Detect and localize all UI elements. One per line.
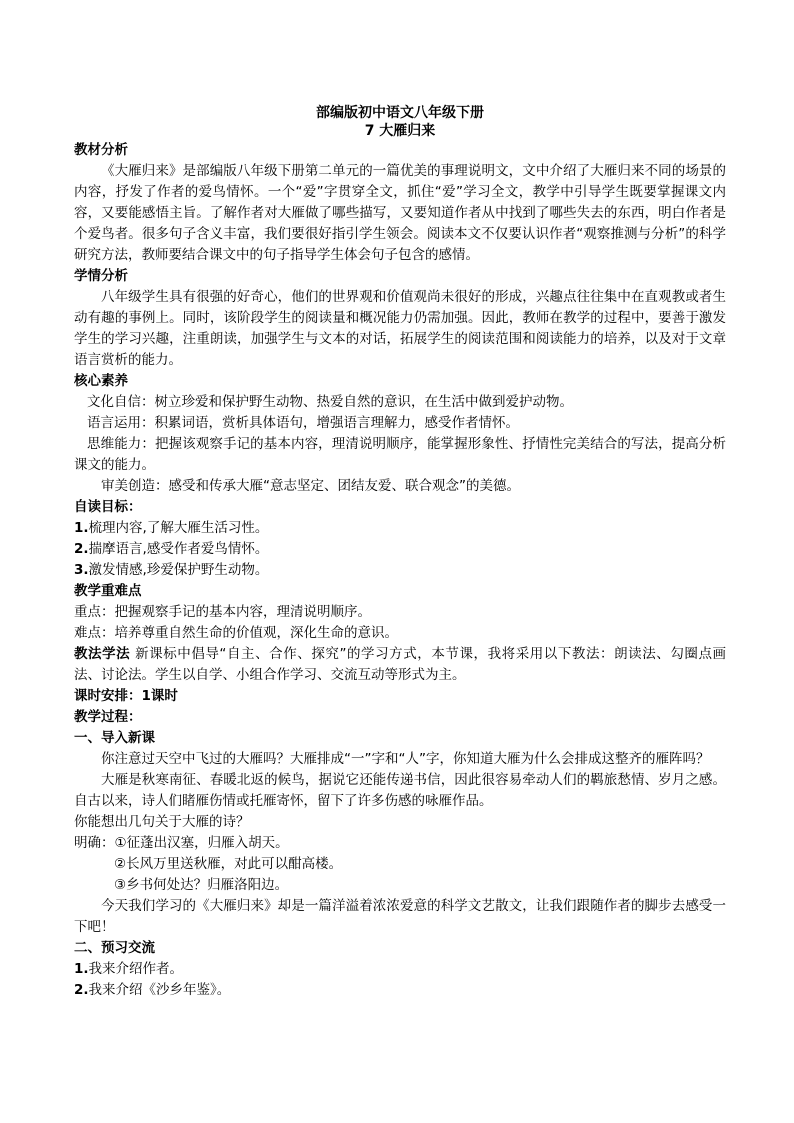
heading-textbook-analysis: 教材分析 <box>74 142 128 158</box>
key-point: 重点：把握观察手记的基本内容，理清说明顺序。 <box>74 604 371 620</box>
core-item: 文化自信：树立珍爱和保护野生动物、热爱自然的意识，在生活中做到爱护动物。 <box>87 394 573 410</box>
goal-item: 2.揣摩语言,感受作者爱鸟情怀。 <box>74 541 269 557</box>
document-body <box>74 104 726 1001</box>
core-item: 语言运用：积累词语，赏析具体语句，增强语言理解力，感受作者情怀。 <box>87 415 519 431</box>
para-textbook-analysis: 《大雁归来》是部编版八年级下册第二单元的一篇优美的事理说明文，文中介绍了大雁归来不同的场景的内容，抒发了作者的爱鸟情怀。一个“爱”字贯穿全文，抓住“爱”学习全文，教学中引导学生既要掌握课文内容，又要能感悟主旨。了解作者对大雁做了哪些描写，又要知道作者从中找到了哪些失去的东西，明白作者是个爱鸟者。很多句子含义丰富，我们要很好指引学生领会。阅读本文不仅要认识作者“观察推测与分析”的科学研究方法，教师要结合课文中的句子指导学生体会句子包含的感情。 <box>74 163 726 263</box>
key-point: 难点：培养尊重自然生命的价值观，深化生命的意识。 <box>74 625 398 641</box>
core-item: 思维能力：把握该观察手记的基本内容，理清说明顺序，能掌握形象性、抒情性完美结合的写法，提高分析课文的能力。 <box>74 436 726 473</box>
doc-title: 部编版初中语文八年级下册 <box>316 105 484 121</box>
heading-part1: 一、导入新课 <box>74 730 155 746</box>
core-item: 审美创造：感受和传承大雁“意志坚定、团结友爱、联合观念”的美德。 <box>101 478 520 494</box>
poem-line: 明确：①征蓬出汉塞，归雁入胡天。 <box>74 835 289 851</box>
goal-item: 1.梳理内容,了解大雁生活习性。 <box>74 520 269 536</box>
goal-item: 3.激发情感,珍爱保护野生动物。 <box>74 562 269 578</box>
heading-core-literacy: 核心素养 <box>74 373 128 389</box>
part1-para3: 今天我们学习的《大雁归来》却是一篇洋溢着浓浓爱意的科学文艺散文，让我们跟随作者的脚步去感受一下吧！ <box>74 898 726 935</box>
part1-para1: 你注意过天空中飞过的大雁吗？大雁排成“一”字和“人”字，你知道大雁为什么会排成这整齐的雁阵吗？ <box>101 751 710 767</box>
class-hours: 课时安排：1课时 <box>74 688 178 704</box>
heading-part2: 二、预习交流 <box>74 940 155 956</box>
heading-reading-goals: 自读目标： <box>74 499 142 515</box>
heading-student-analysis: 学情分析 <box>74 268 128 284</box>
poem-line: ③乡书何处达？归雁洛阳边。 <box>114 877 289 893</box>
preview-item: 1.我来介绍作者。 <box>74 961 184 977</box>
lesson-title: 7 大雁归来 <box>364 123 436 139</box>
heading-key-points: 教学重难点 <box>74 583 142 599</box>
poem-line: ②长风万里送秋雁，对此可以酣高楼。 <box>114 856 343 872</box>
teaching-methods: 教法学法 新课标中倡导“自主、合作、探究”的学习方式，本节课，我将采用以下教法：朗读法、勾圈点画法、讨论法。学生以自学、小组合作学习、交流互动等形式为主。 <box>74 646 726 683</box>
part1-question: 你能想出几句关于大雁的诗？ <box>74 814 250 830</box>
heading-teaching-process: 教学过程： <box>74 709 142 725</box>
preview-item: 2.我来介绍《沙乡年鉴》。 <box>74 982 231 998</box>
para-student-analysis: 八年级学生具有很强的好奇心，他们的世界观和价值观尚未很好的形成，兴趣点往往集中在直观教或者生动有趣的事例上。同时，该阶段学生的阅读量和概况能力仍需加强。因此，教师在教学的过程中，要善于激发学生的学习兴趣，注重朗读，加强学生与文本的对话，拓展学生的阅读范围和阅读能力的培养，以及对于文章语言赏析的能力。 <box>74 289 726 368</box>
part1-para2: 大雁是秋寒南征、春暖北返的候鸟，据说它还能传递书信，因此很容易牵动人们的羁旅愁情、岁月之感。自古以来，诗人们睹雁伤情或托雁寄怀，留下了许多伤感的咏雁作品。 <box>74 772 726 809</box>
